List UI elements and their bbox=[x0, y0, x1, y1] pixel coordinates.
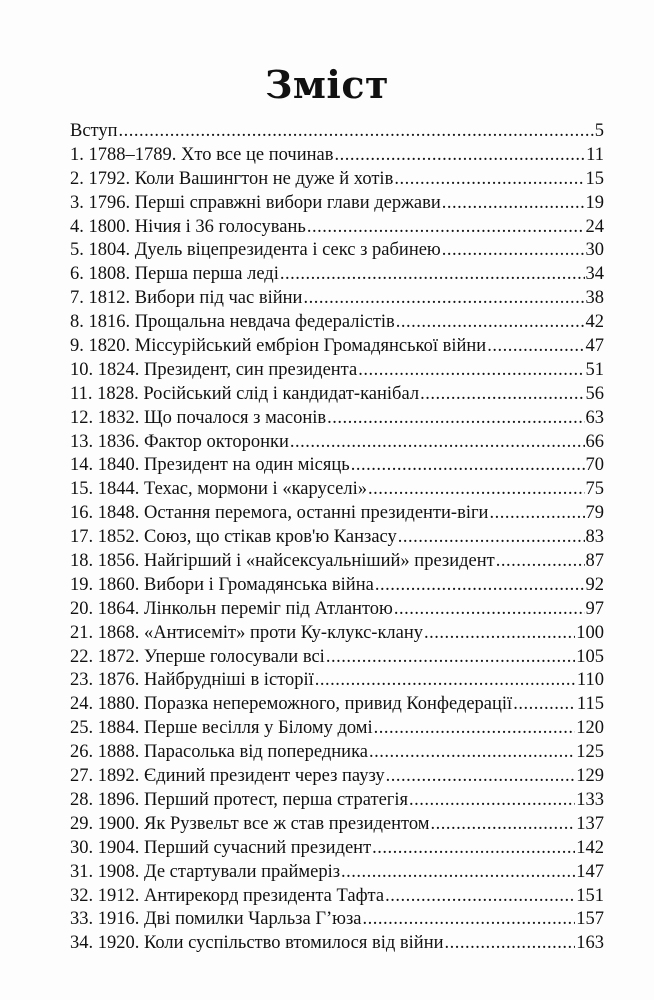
toc-entry-page-number: 151 bbox=[576, 885, 604, 906]
dot-leader bbox=[385, 886, 575, 907]
toc-entry-page-number: 129 bbox=[576, 766, 604, 787]
dot-leader bbox=[358, 360, 584, 381]
dot-leader bbox=[280, 264, 585, 285]
toc-entry bbox=[70, 790, 604, 814]
dot-leader bbox=[409, 790, 575, 811]
toc-entry-label: 11. 1828. Російський слід і кандидат-канібал bbox=[70, 383, 420, 404]
toc-entry-page-number: 157 bbox=[576, 909, 604, 930]
toc-entry-label: 30. 1904. Перший сучасний президент bbox=[70, 837, 372, 858]
dot-leader bbox=[487, 336, 584, 357]
toc-entry-label: 19. 1860. Вибори і Громадянська війна bbox=[70, 574, 374, 595]
toc-entry bbox=[70, 240, 604, 264]
toc-entry-label: 13. 1836. Фактор окторонки bbox=[70, 431, 289, 452]
toc-entry bbox=[70, 599, 604, 623]
dot-leader bbox=[445, 933, 576, 954]
dot-leader bbox=[386, 766, 576, 787]
toc-entry-page-number: 147 bbox=[576, 861, 604, 882]
toc-entry-page-number: 83 bbox=[585, 527, 604, 548]
toc-entry-page-number: 120 bbox=[576, 718, 604, 739]
toc-entry bbox=[70, 623, 604, 647]
toc-entry-page-number: 24 bbox=[585, 216, 604, 237]
dot-leader bbox=[375, 575, 585, 596]
toc-entry bbox=[70, 647, 604, 671]
dot-leader bbox=[315, 670, 576, 691]
toc-entry bbox=[70, 455, 604, 479]
page-title: Зміст bbox=[264, 62, 390, 107]
dot-leader bbox=[326, 647, 575, 668]
toc-entry-label: 25. 1884. Перше весілля у Білому домі bbox=[70, 718, 373, 739]
toc-entry bbox=[70, 217, 604, 241]
toc-entry bbox=[70, 264, 604, 288]
toc-entry-label: 10. 1824. Президент, син президента bbox=[70, 359, 358, 380]
toc-entry-page-number: 137 bbox=[576, 813, 604, 834]
toc-entry-page-number: 47 bbox=[585, 336, 604, 357]
toc-entry-page-number: 133 bbox=[576, 789, 604, 810]
dot-leader bbox=[372, 838, 575, 859]
toc-entry-label: 7. 1812. Вибори під час війни bbox=[70, 288, 303, 309]
toc-entry bbox=[70, 360, 604, 384]
dot-leader bbox=[396, 312, 585, 333]
toc-entry bbox=[70, 886, 604, 910]
dot-leader bbox=[327, 408, 584, 429]
toc-entry-page-number: 110 bbox=[576, 670, 604, 691]
toc-entry-label: 1. 1788–1789. Хто все це починав bbox=[70, 144, 334, 165]
dot-leader bbox=[442, 240, 585, 261]
toc-entry-label: 16. 1848. Остання перемога, останні президенти-віги bbox=[70, 503, 489, 524]
toc-entry bbox=[70, 169, 604, 193]
toc-entry-page-number: 42 bbox=[585, 312, 604, 333]
toc-entry-label: 21. 1868. «Антисеміт» проти Ку-клукс-клану bbox=[70, 622, 424, 643]
toc-entry-page-number: 70 bbox=[585, 455, 604, 476]
toc-entry-label: 26. 1888. Парасолька від попередника bbox=[70, 742, 368, 763]
toc-entry bbox=[70, 814, 604, 838]
toc-entry-label: 34. 1920. Коли суспільство втомилося від війни bbox=[70, 933, 444, 954]
dot-leader bbox=[424, 623, 575, 644]
toc-entry-label: 5. 1804. Дуель віцепрезидента і секс з рабинею bbox=[70, 240, 441, 261]
toc-entry bbox=[70, 766, 604, 790]
toc-entry bbox=[70, 193, 604, 217]
toc-entry-page-number: 142 bbox=[576, 837, 604, 858]
toc-entry-label: 12. 1832. Що почалося з масонів bbox=[70, 407, 327, 428]
toc-entry bbox=[70, 551, 604, 575]
toc-entry-page-number: 19 bbox=[585, 192, 604, 213]
toc-entry-page-number: 125 bbox=[576, 742, 604, 763]
dot-leader bbox=[334, 145, 585, 166]
table-of-contents bbox=[70, 121, 604, 957]
toc-entry-label: 4. 1800. Нічия і 36 голосувань bbox=[70, 216, 306, 237]
toc-entry-label: 27. 1892. Єдиний президент через паузу bbox=[70, 766, 385, 787]
toc-entry bbox=[70, 479, 604, 503]
toc-entry bbox=[70, 384, 604, 408]
toc-entry-label: 31. 1908. Де стартували праймеріз bbox=[70, 861, 341, 882]
dot-leader bbox=[351, 455, 585, 476]
toc-entry bbox=[70, 408, 604, 432]
toc-entry-label: 9. 1820. Міссурійський ембріон Громадянської війни bbox=[70, 336, 487, 357]
toc-entry bbox=[70, 862, 604, 886]
toc-entry bbox=[70, 838, 604, 862]
toc-entry-page-number: 38 bbox=[585, 288, 604, 309]
toc-entry bbox=[70, 718, 604, 742]
toc-entry-label: 17. 1852. Союз, що стікав кров'ю Канзасу bbox=[70, 527, 397, 548]
toc-entry-page-number: 15 bbox=[585, 168, 604, 189]
dot-leader bbox=[341, 862, 575, 883]
toc-entry-label: 29. 1900. Як Рузвельт все ж став президентом bbox=[70, 813, 430, 834]
toc-entry bbox=[70, 336, 604, 360]
toc-entry-label: 20. 1864. Лінкольн переміг під Атлантою bbox=[70, 598, 393, 619]
dot-leader bbox=[307, 217, 585, 238]
toc-entry bbox=[70, 694, 604, 718]
dot-leader bbox=[430, 814, 575, 835]
toc-entry-label: 8. 1816. Прощальна невдача федералістів bbox=[70, 312, 395, 333]
toc-entry bbox=[70, 288, 604, 312]
dot-leader bbox=[303, 288, 584, 309]
toc-entry-page-number: 75 bbox=[585, 479, 604, 500]
toc-entry-page-number: 34 bbox=[585, 264, 604, 285]
toc-entry-label: 2. 1792. Коли Вашингтон не дуже й хотів bbox=[70, 168, 394, 189]
toc-entry bbox=[70, 670, 604, 694]
toc-entry-label: 33. 1916. Дві помилки Чарльза Гʼюза bbox=[70, 909, 362, 930]
toc-entry-page-number: 97 bbox=[585, 598, 604, 619]
dot-leader bbox=[496, 551, 585, 572]
dot-leader bbox=[420, 384, 584, 405]
toc-entry-label: 14. 1840. Президент на один місяць bbox=[70, 455, 350, 476]
toc-entry-page-number: 63 bbox=[585, 407, 604, 428]
toc-entry-label: 15. 1844. Техас, мормони і «каруселі» bbox=[70, 479, 368, 500]
toc-entry-page-number: 92 bbox=[585, 574, 604, 595]
toc-entry-page-number: 105 bbox=[576, 646, 604, 667]
dot-leader bbox=[489, 503, 584, 524]
toc-entry bbox=[70, 121, 604, 145]
toc-entry bbox=[70, 909, 604, 933]
dot-leader bbox=[369, 742, 575, 763]
toc-entry-label: 22. 1872. Уперше голосували всі bbox=[70, 646, 325, 667]
toc-entry bbox=[70, 575, 604, 599]
toc-entry-label: 18. 1856. Найгірший і «найсексуальніший» президент bbox=[70, 551, 495, 572]
dot-leader bbox=[394, 599, 585, 620]
toc-entry-label: 24. 1880. Поразка непереможного, привид Конфедерації bbox=[70, 694, 513, 715]
toc-entry-page-number: 5 bbox=[594, 121, 604, 141]
toc-entry-page-number: 87 bbox=[585, 551, 604, 572]
toc-entry-label: 32. 1912. Антирекорд президента Тафта bbox=[70, 885, 385, 906]
toc-entry-label: 6. 1808. Перша перша леді bbox=[70, 264, 279, 285]
toc-entry-page-number: 30 bbox=[585, 240, 604, 261]
toc-entry-page-number: 100 bbox=[576, 622, 604, 643]
dot-leader bbox=[374, 718, 576, 739]
dot-leader bbox=[513, 694, 576, 715]
dot-leader bbox=[398, 527, 585, 548]
toc-entry-page-number: 115 bbox=[576, 694, 604, 715]
toc-entry-page-number: 11 bbox=[586, 144, 604, 165]
toc-entry-label: 28. 1896. Перший протест, перша стратегія bbox=[70, 789, 409, 810]
toc-entry-page-number: 79 bbox=[585, 503, 604, 524]
toc-entry bbox=[70, 432, 604, 456]
toc-entry bbox=[70, 145, 604, 169]
dot-leader bbox=[442, 193, 585, 214]
toc-entry bbox=[70, 312, 604, 336]
toc-entry-label: 23. 1876. Найбрудніші в історії bbox=[70, 670, 314, 691]
toc-entry-label: 3. 1796. Перші справжні вибори глави держави bbox=[70, 192, 441, 213]
dot-leader bbox=[363, 909, 576, 930]
dot-leader bbox=[368, 479, 584, 500]
toc-entry bbox=[70, 933, 604, 957]
dot-leader bbox=[394, 169, 584, 190]
dot-leader bbox=[119, 121, 594, 142]
toc-entry-page-number: 66 bbox=[585, 431, 604, 452]
toc-entry bbox=[70, 503, 604, 527]
dot-leader bbox=[290, 432, 585, 453]
toc-entry-label: Вступ bbox=[70, 121, 118, 141]
toc-entry-page-number: 56 bbox=[585, 383, 604, 404]
toc-entry-page-number: 51 bbox=[585, 359, 604, 380]
toc-entry bbox=[70, 527, 604, 551]
toc-entry bbox=[70, 742, 604, 766]
toc-entry-page-number: 163 bbox=[576, 933, 604, 954]
